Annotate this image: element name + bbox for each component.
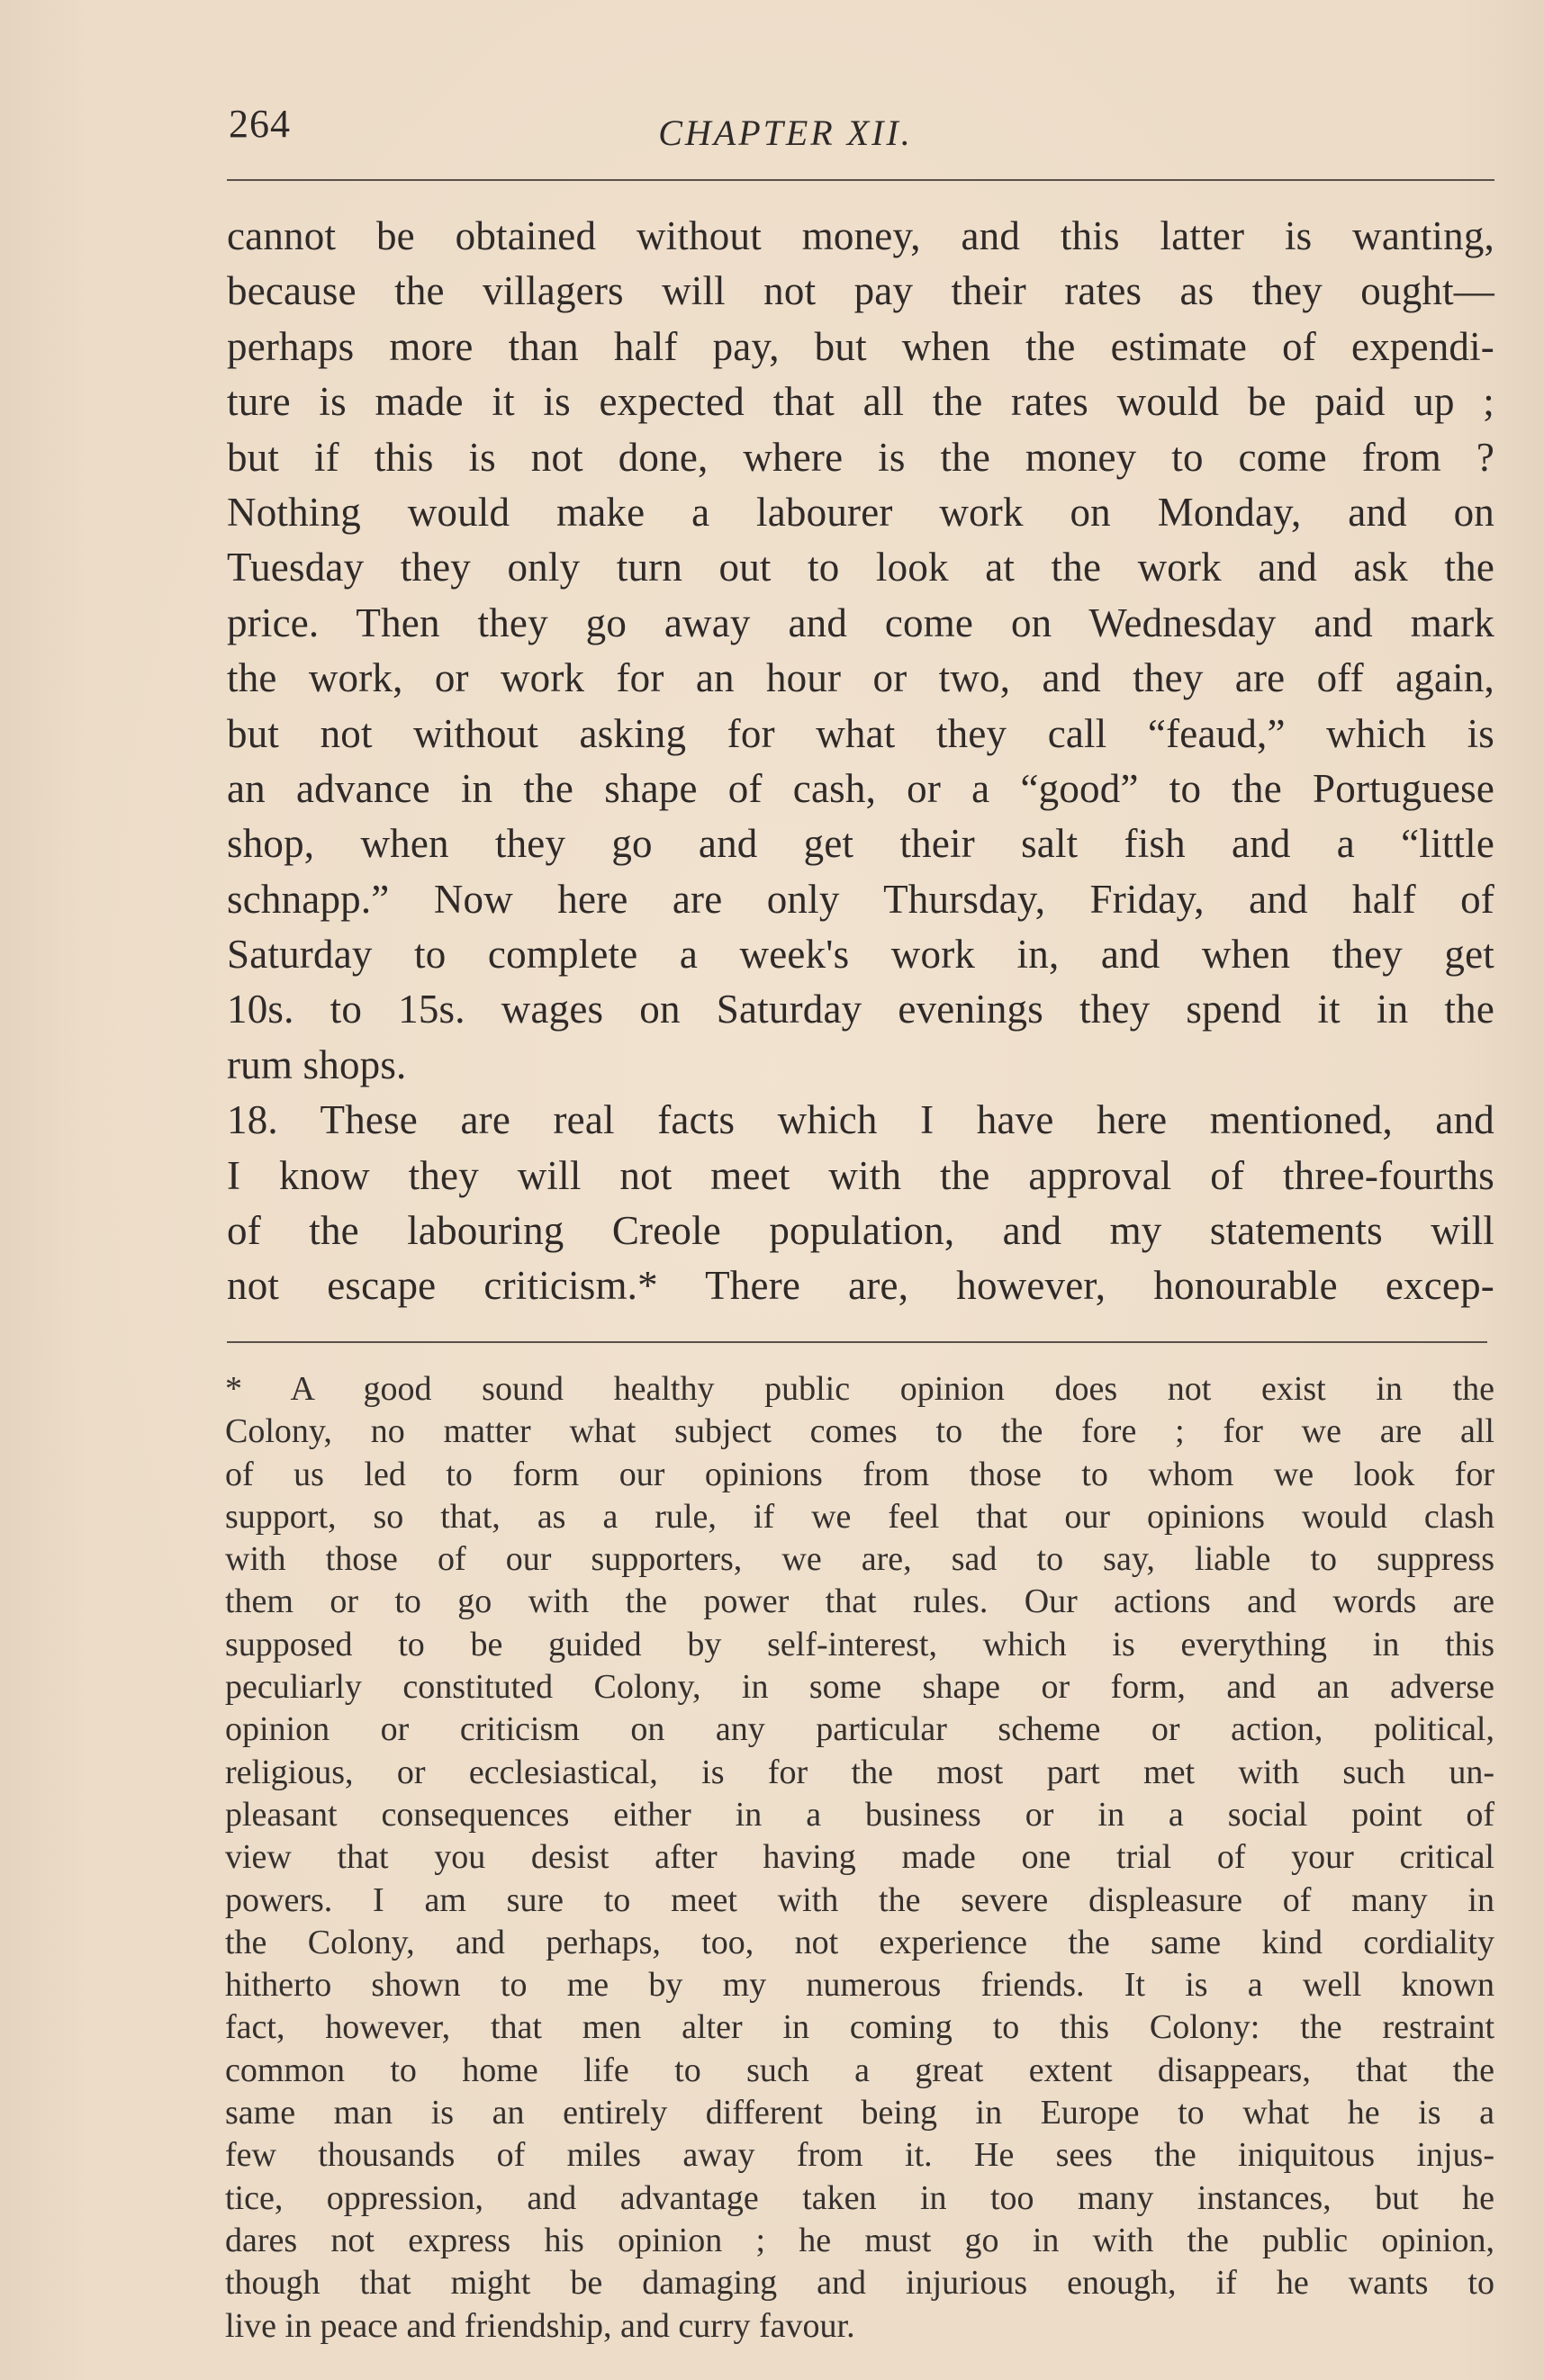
footnote-line: common to home life to such a great extent disappears, that the: [225, 2051, 1494, 2089]
header-rule: [227, 179, 1494, 181]
footnote-rule: [227, 1341, 1487, 1343]
body-line: but if this is not done, where is the money to come from ?: [227, 434, 1494, 480]
body-line: because the villagers will not pay their rates as they ought—: [227, 268, 1494, 314]
body-line: I know they will not meet with the approval of three-fourths: [227, 1152, 1494, 1198]
footnote-line: powers. I am sure to meet with the severe displeasure of many in: [225, 1880, 1494, 1919]
footnote-line: Colony, no matter what subject comes to the fore ; for we are all: [225, 1412, 1494, 1451]
body-line: price. Then they go away and come on Wednesday and mark: [227, 600, 1494, 645]
body-line: shop, when they go and get their salt fish and a “little: [227, 821, 1494, 867]
page-number: 264: [229, 102, 291, 146]
footnote-line: view that you desist after having made one trial of your critical: [225, 1838, 1494, 1877]
footnote-line: though that might be damaging and injurious enough, if he wants to: [225, 2264, 1494, 2303]
body-line: the work, or work for an hour or two, and they are off again,: [227, 655, 1494, 701]
body-line: Tuesday they only turn out to look at the work and ask the: [227, 545, 1494, 590]
footnote-line: hitherto shown to me by my numerous friends. It is a well known: [225, 1966, 1494, 2005]
footnote-line: pleasant consequences either in a business or in a social point of: [225, 1795, 1494, 1834]
body-line: 10s. to 15s. wages on Saturday evenings they spend it in the: [227, 987, 1494, 1032]
body-line: but not without asking for what they call “feaud,” which is: [227, 710, 1494, 756]
footnote-line: same man is an entirely different being in Europe to what he is a: [225, 2094, 1494, 2132]
footnote-line: of us led to form our opinions from those to whom we look for: [225, 1455, 1494, 1493]
footnote-line: tice, oppression, and advantage taken in too many instances, but he: [225, 2178, 1494, 2217]
body-line: not escape criticism.* There are, however, honourable excep-: [227, 1263, 1494, 1309]
body-line: of the labouring Creole population, and my statements will: [227, 1208, 1494, 1254]
footnote-line: with those of our supporters, we are, sad to say, liable to suppress: [225, 1540, 1494, 1579]
footnote-line: opinion or criticism on any particular scheme or action, political,: [225, 1710, 1494, 1749]
footnote-line: religious, or ecclesiastical, is for the most part met with such un-: [225, 1753, 1494, 1791]
footnote-line: the Colony, and perhaps, too, not experience the same kind cordiality: [225, 1923, 1494, 1961]
body-line: cannot be obtained without money, and this latter is wanting,: [227, 213, 1494, 258]
footnote-line: supposed to be guided by self-interest, which is everything in this: [225, 1625, 1494, 1663]
body-line: Nothing would make a labourer work on Monday, and on: [227, 489, 1494, 535]
body-line: rum shops.: [227, 1041, 407, 1087]
body-line: schnapp.” Now here are only Thursday, Friday, and half of: [227, 876, 1494, 922]
footnote-line: peculiarly constituted Colony, in some shape or form, and an adverse: [225, 1668, 1494, 1707]
footnote-line: fact, however, that men alter in coming to this Colony: the restraint: [225, 2008, 1494, 2047]
footnote: [225, 1368, 1494, 2348]
body-line: perhaps more than half pay, but when the estimate of expendi-: [227, 323, 1494, 369]
body-line: Saturday to complete a week's work in, and when they get: [227, 932, 1494, 978]
body-line: ture is made it is expected that all the rates would be paid up ;: [227, 379, 1494, 425]
footnote-line: them or to go with the power that rules. Our actions and words are: [225, 1582, 1494, 1621]
running-head: CHAPTER XII.: [658, 113, 913, 153]
body-line: an advance in the shape of cash, or a “good” to the Portuguese: [227, 765, 1494, 811]
body-text: [227, 209, 1494, 1314]
footnote-line: support, so that, as a rule, if we feel that our opinions would clash: [225, 1497, 1494, 1536]
footnote-line: live in peace and friendship, and curry favour.: [225, 2306, 855, 2345]
footnote-line: few thousands of miles away from it. He sees the iniquitous injus-: [225, 2136, 1494, 2175]
footnote-line: * A good sound healthy public opinion does not exist in the: [225, 1370, 1494, 1408]
body-line: 18. These are real facts which I have here mentioned, and: [227, 1097, 1494, 1143]
footnote-line: dares not express his opinion ; he must go in with the public opinion,: [225, 2221, 1494, 2259]
